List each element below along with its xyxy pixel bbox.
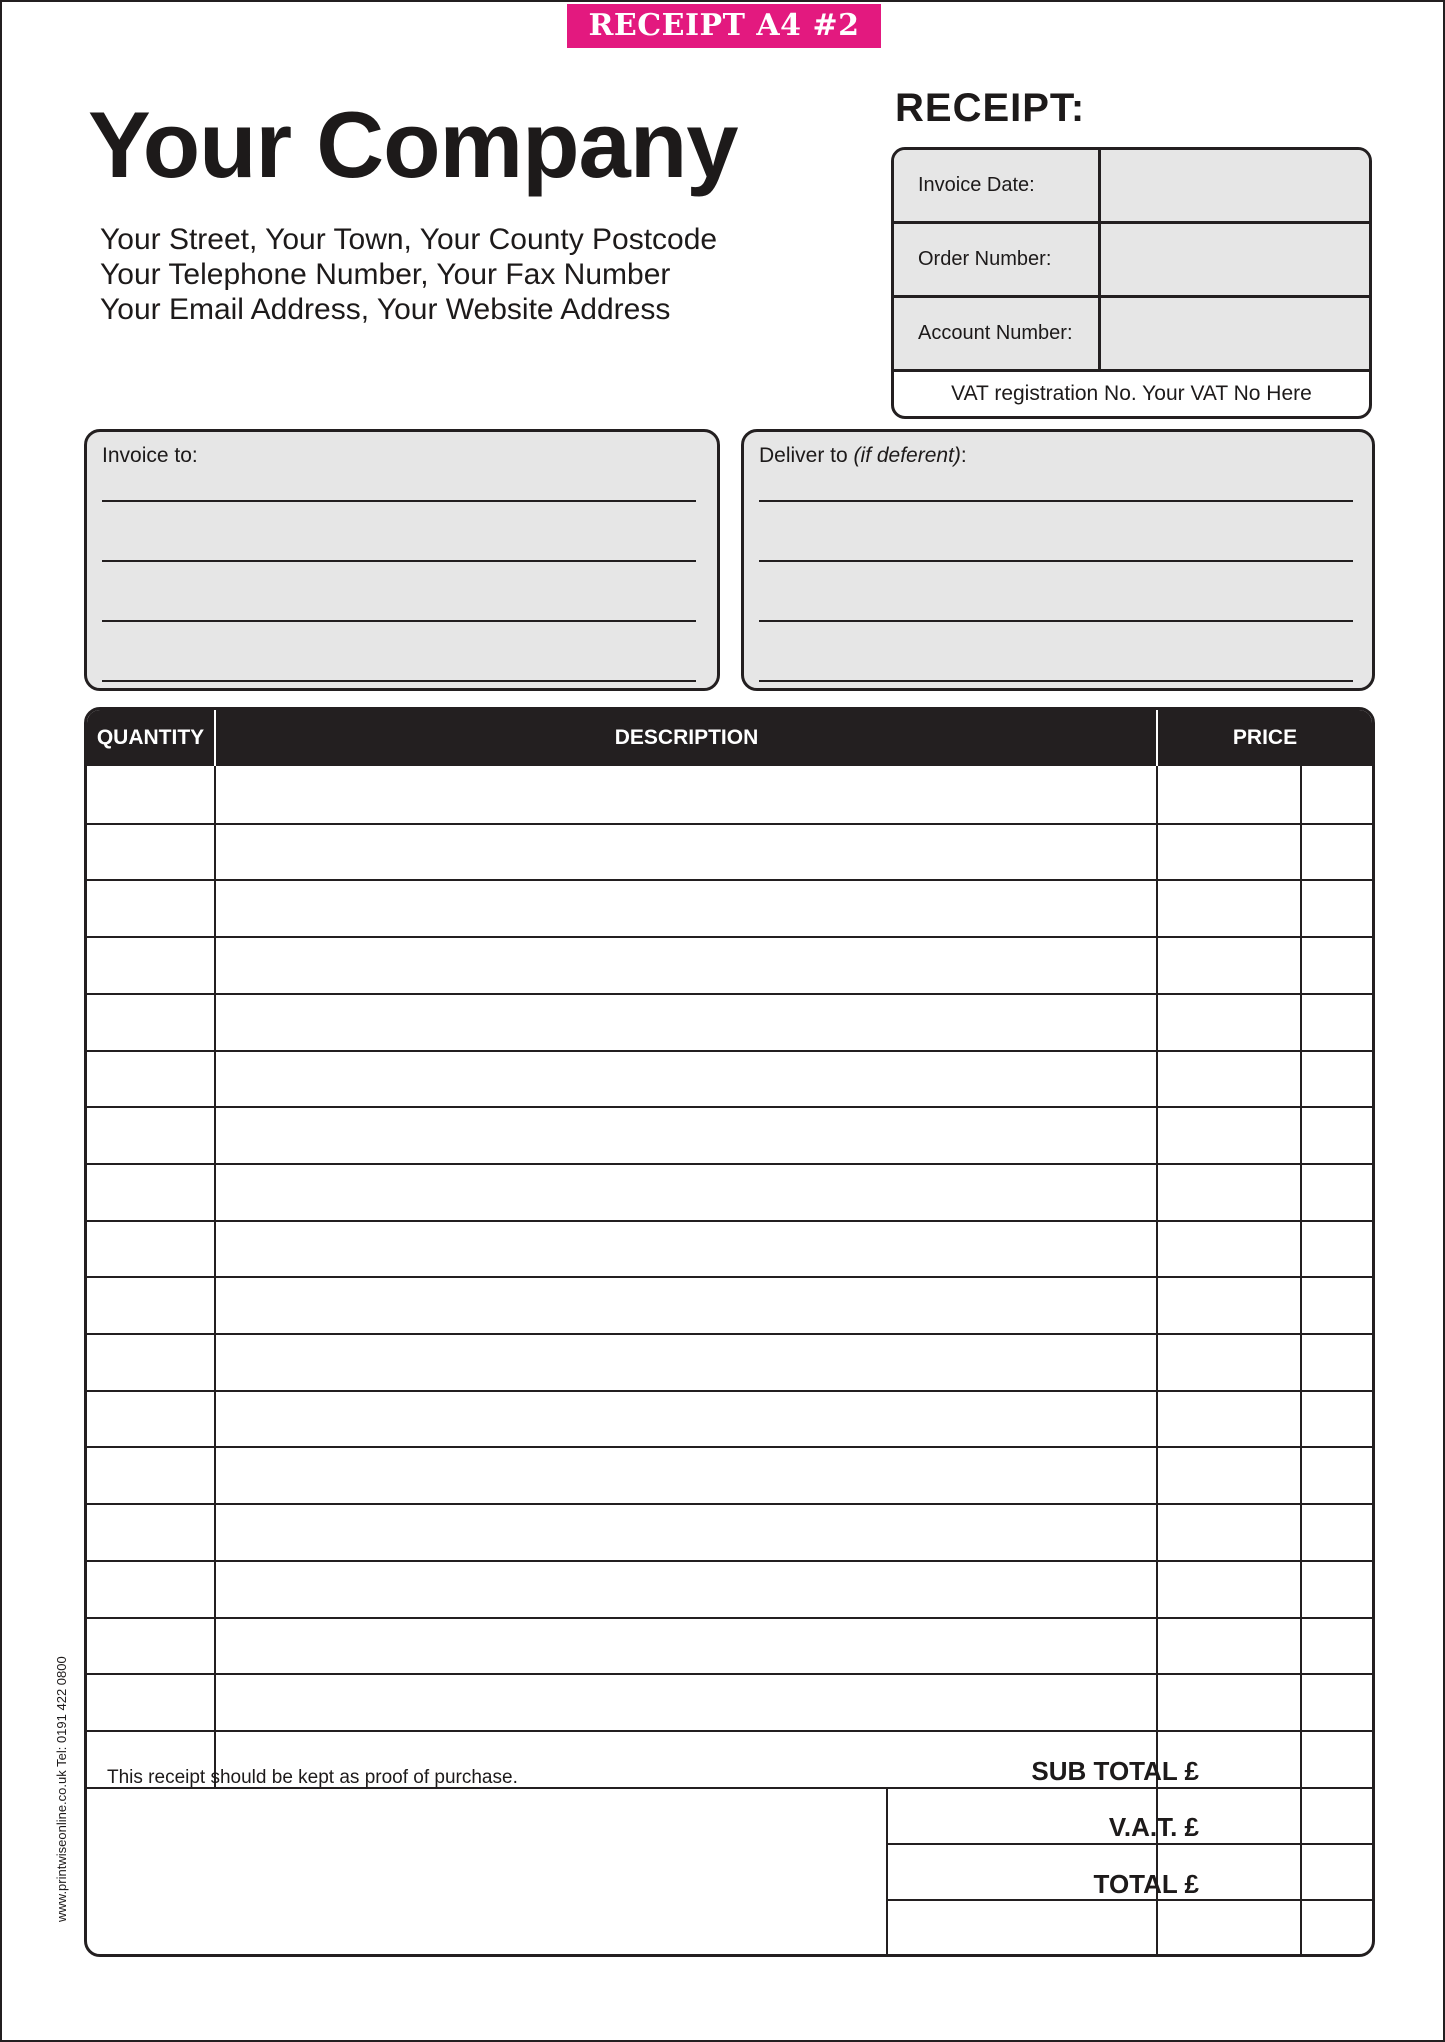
quantity-header: QUANTITY xyxy=(96,726,205,749)
account-number-label: Account Number: xyxy=(918,322,1073,344)
row-rule xyxy=(87,1163,1372,1165)
receipt-info-box xyxy=(891,147,1372,419)
account-number-row xyxy=(894,298,1369,372)
row-rule xyxy=(87,1276,1372,1278)
order-number-label: Order Number: xyxy=(918,248,1052,270)
row-rule xyxy=(87,1617,1372,1619)
invoice-to-box xyxy=(84,429,720,691)
receipt-title: RECEIPT: xyxy=(895,86,1086,130)
subtotal-label: SUB TOTAL £ xyxy=(1031,1756,1199,1786)
row-rule xyxy=(87,1560,1372,1562)
description-header: DESCRIPTION xyxy=(614,726,759,749)
row-rule xyxy=(87,1446,1372,1448)
row-rule xyxy=(87,1220,1372,1222)
row-rule xyxy=(87,1106,1372,1108)
order-number-row xyxy=(894,224,1369,298)
row-rule xyxy=(87,1050,1372,1052)
row-rule xyxy=(87,1673,1372,1675)
address-line-2: Your Telephone Number, Your Fax Number xyxy=(100,258,671,291)
company-name: Your Company xyxy=(88,92,738,197)
totals-divider xyxy=(886,1787,888,1954)
row-rule xyxy=(87,993,1372,995)
vat-label: V.A.T. £ xyxy=(1108,1812,1199,1842)
pence-column-rule xyxy=(1300,766,1302,1954)
invoice-date-label: Invoice Date: xyxy=(918,174,1035,196)
row-rule xyxy=(87,1730,1372,1732)
quantity-column-rule xyxy=(214,766,216,1787)
deliver-to-label: Deliver to (if deferent): xyxy=(759,444,967,467)
invoice-date-row xyxy=(894,150,1369,224)
proof-of-purchase-note: This receipt should be kept as proof of purchase. xyxy=(107,1767,518,1788)
form-type-tag: RECEIPT A4 #2 xyxy=(567,4,881,48)
total-label: TOTAL £ xyxy=(1093,1869,1199,1899)
row-rule xyxy=(87,1503,1372,1505)
price-header: PRICE xyxy=(1232,726,1298,749)
row-rule xyxy=(87,1390,1372,1392)
vat-registration: VAT registration No. Your VAT No Here xyxy=(951,382,1312,405)
deliver-to-box xyxy=(741,429,1375,691)
table-header xyxy=(87,710,1372,766)
row-rule xyxy=(87,936,1372,938)
address-line-3: Your Email Address, Your Website Address xyxy=(100,293,671,326)
row-rule xyxy=(87,1333,1372,1335)
invoice-to-label: Invoice to: xyxy=(102,444,198,467)
printer-contact: www.printwiseonline.co.uk Tel: 0191 422 0800 xyxy=(54,1656,69,1922)
address-line-1: Your Street, Your Town, Your County Postcode xyxy=(100,223,718,256)
items-table xyxy=(84,707,1375,1957)
row-rule xyxy=(87,879,1372,881)
row-rule xyxy=(87,823,1372,825)
